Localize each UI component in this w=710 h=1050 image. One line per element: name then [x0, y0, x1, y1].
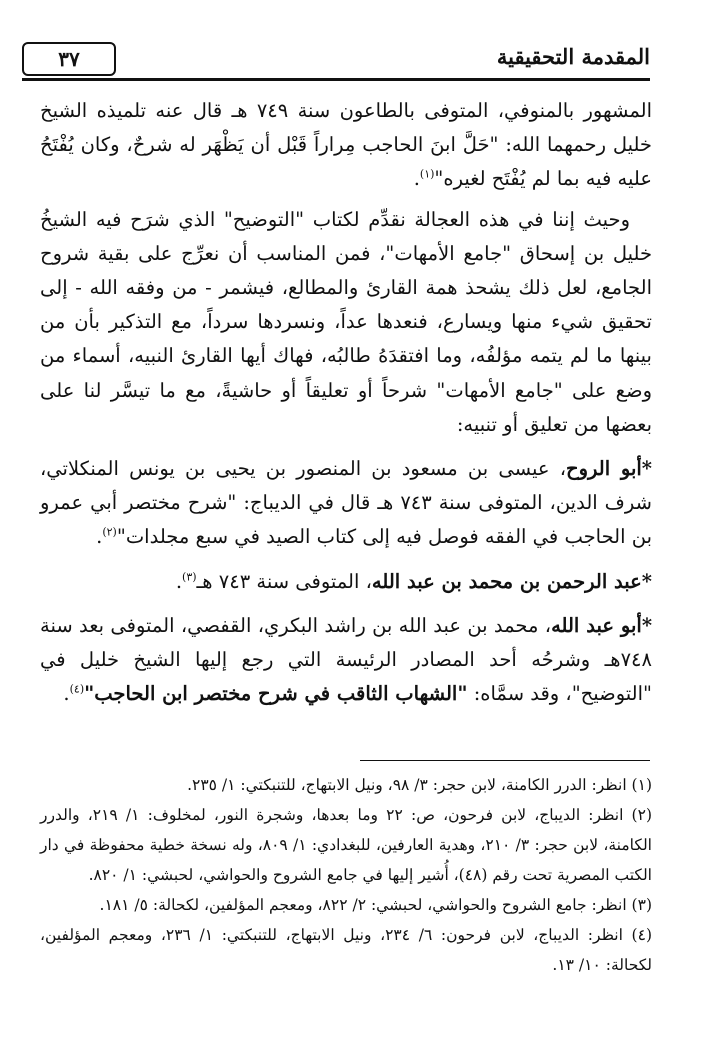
entry-3: *أبو عبد الله، محمد بن عبد الله بن راشد البكري، القفصي، المتوفى بعد سنة ٧٤٨هـ وشرحُه أحد المصادر الرئيسة التي رجع إليها الشيخ خليل في "التوضيح"، وقد سمَّاه: "الشهاب الثاقب في شرح مختصر ابن الحاجب"$^{(٤)}$. [40, 613, 653, 706]
entry-1: *أبو الروح، عيسى بن مسعود بن المنصور بن يحيى بن يونس المنكلاتي، شرف الدين، المتوفى سنة ٧٤٣ هـ قال في الديباج: "شرح مختصر أبي عمرو بن الحاجب في الفقه فوصل فيه إلى كتاب الصيد في سبع مجلدات"$^{(٢)}$. [40, 457, 652, 549]
page-number: ٣٧ [22, 42, 116, 76]
paragraph-2: وحيث إننا في هذه العجالة نقدِّم لكتاب "التوضيح" الذي شرَح فيه الشيخُ خليل بن إسحاق "جامع الأمهات"، فمن المناسب أن نعرِّج على بقية شروح الجامع، لعل ذلك يشحذ همة القارئ والمطالع، فيشمر - من وفقه الله - إلى تحقيق شيء منها ويسارع، فنعدها عداً، ونسردها سرداً، مع التذكير بأن من بينها ما لم يتمه مؤلفُه، وما افتقدَهُ طالبُه، فهاك أيها القارئ النبيه، أسماء من وضع على "جامع الأمهات" شرحاً أو تعليقاً أو حاشيةً، مع ما تيسَّر لنا على بعضها من تعليق أو تنبيه: [40, 207, 652, 436]
running-title: المقدمة التحقيقية [496, 44, 650, 69]
entry-1-text: ، عيسى بن مسعود بن المنصور بن يحيى بن يونس المنكلاتي، شرف الدين، المتوفى سنة ٧٤٣ هـ قال في الديباج: "شرح مختصر أبي عمرو بن الحاجب في الفقه فوصل فيه إلى كتاب الصيد في سبع مجلدات" [40, 457, 652, 549]
footnote-ref-4: (٤) [69, 682, 85, 696]
entry-2-name: *عبد الرحمن بن محمد بن عبد الله [371, 569, 652, 593]
entry-2: *عبد الرحمن بن محمد بن عبد الله، المتوفى سنة ٧٤٣ هـ$^{(٣)}$. [175, 569, 652, 593]
footnote-2: (٢) انظر: الديباج، لابن فرحون، ص: ٢٢ وما بعدها، وشجرة النور، لمخلوف: ١/ ٢١٩، والدرر الكامنة، لابن حجر: ٣/ ٢١٠، وهدية العارفين، للبغدادي: ١/ ٨٠٩، وله نسخة خطية محفوظة في دار الكتب المصرية تحت رقم (٤٨)، أُشير إليها في جامع الشروح والحواشي، لحبشي: ١/ ٨٢٠. [40, 806, 652, 884]
footnote-ref-2: (٢) [102, 525, 117, 539]
paragraph-1-text: المشهور بالمنوفي، المتوفى بالطاعون سنة ٧٤٩ هـ قال عنه تلميذه الشيخ خليل رحمهما الله: "حَلَّ ابنَ الحاجب مِراراً قَبْل أن يَظْهَر له شرحٌ، وكان يُفْتَحُ عليه فيه بما لم يُفْتَح لغيره" [40, 99, 652, 191]
entry-1-name: *أبو الروح [566, 457, 652, 481]
entry-3-book-title: "الشهاب الثاقب في شرح مختصر ابن الحاجب" [84, 682, 468, 706]
main-text [40, 94, 652, 711]
footnote-4: (٤) انظر: الديباج، لابن فرحون: ٦/ ٢٣٤، ونيل الابتهاج، للتنبكتي: ١/ ٢٣٦، ومعجم المؤلفين، لكحالة: ١٠/ ١٣. [40, 926, 652, 974]
page-header [22, 40, 650, 80]
entry-2-text: ، المتوفى سنة ٧٤٣ هـ [196, 569, 372, 593]
footnote-1: (١) انظر: الدرر الكامنة، لابن حجر: ٣/ ٩٨، ونيل الابتهاج، للتنبكتي: ١/ ٢٣٥. [187, 776, 652, 794]
paragraph-1: المشهور بالمنوفي، المتوفى بالطاعون سنة ٧٤٩ هـ قال عنه تلميذه الشيخ خليل رحمهما الله: "حَلَّ ابنَ الحاجب مِراراً قَبْل أن يَظْهَر له شرحٌ، وكان يُفْتَحُ عليه فيه بما لم يُفْتَح لغيره"$^{(١)}$. [40, 99, 652, 191]
footnote-ref-1: (١) [419, 167, 435, 181]
entry-3-name: *أبو عبد الله [551, 613, 653, 637]
header-rule [22, 78, 650, 81]
footnote-3: (٣) انظر: جامع الشروح والحواشي، لحبشي: ٢/ ٨٢٢، ومعجم المؤلفين، لكحالة: ٥/ ١٨١. [99, 896, 652, 914]
entry-3-text: ، محمد بن عبد الله بن راشد البكري، القفصي، المتوفى بعد سنة ٧٤٨هـ وشرحُه أحد المصادر الرئيسة التي رجع إليها الشيخ خليل في "التوضيح"، وقد سمَّاه: [40, 613, 652, 706]
footnote-ref-3: (٣) [182, 570, 197, 584]
footnotes [40, 770, 652, 980]
footnote-separator [360, 760, 650, 761]
